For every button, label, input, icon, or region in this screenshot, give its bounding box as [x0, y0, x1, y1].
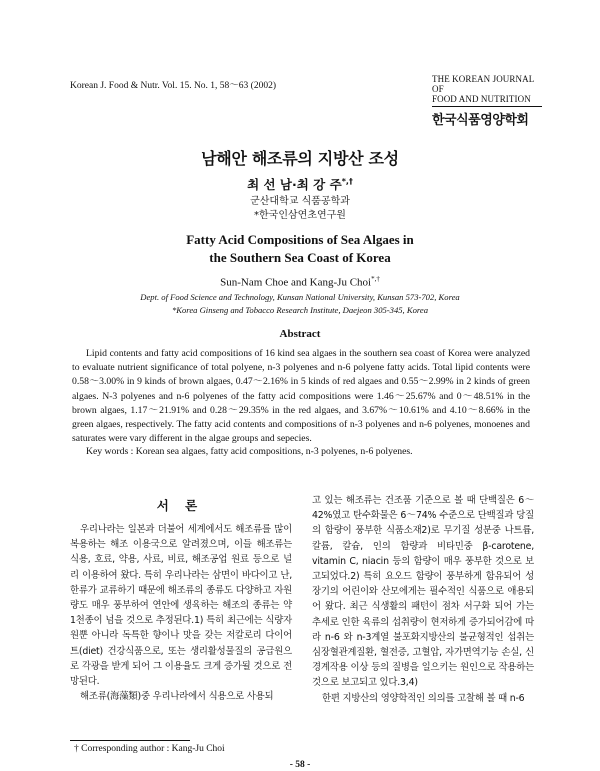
authors-korean-marks: *,† — [341, 176, 353, 186]
journal-name-ko: 한국식품영양학회 — [432, 113, 529, 128]
title-korean: 남해안 해조류의 지방산 조성 — [201, 149, 399, 168]
authors-english — [0, 275, 600, 289]
page-number: - 58 - — [289, 760, 311, 770]
journal-logo — [432, 74, 542, 128]
body-column-right — [312, 493, 534, 706]
title-english-line-2: the Southern Sea Coast of Korea — [209, 250, 391, 265]
affiliation-english-2: *Korea Ginseng and Tobacco Research Institute, Daejeon 305-345, Korea — [171, 305, 429, 315]
authors-korean-names: 최 선 남·최 강 주 — [247, 177, 342, 192]
affiliation-korean-2: *한국인삼연초연구원 — [254, 210, 346, 221]
footnote-rule — [70, 740, 190, 741]
journal-citation: Korean J. Food & Nutr. Vol. 15. No. 1, 58～63 (2002) — [70, 81, 277, 91]
journal-name-en-1: THE KOREAN JOURNAL OF — [432, 74, 534, 94]
body-paragraph: 고 있는 해조류는 건조품 기준으로 볼 때 단백질은 6～42%였고 탄수화물은 6～74% 수준으로 단백질과 당질의 함량이 풍부한 식품소재2)로 무기질 성분중 나트륨, 칼륨, 칼슘, 인의 함량과 비타민중 β-carotene, vitamin C, niacin 등의 함량이 매우 풍부한 것으로 보고되었다.2) 특히 요오드 함량이 풍부하게 함유되어 성장기의 어린이와 산모에게는 필수적인 식품으로 애용되어 왔다. 최근 식생활의 패턴이 점차 서구화 되어 가는 추세로 인한 육류의 섭취량이 현저하게 증가되어감에 따라 n-6 와 n-3계열 불포화지방산의 불균형적인 섭취는 심장혈관계질환, 혈전증, 고혈압, 자가면역기능 손실, 신경계작용 이상 등의 질병을 일으키는 원인으로 작용하는 것으로 보고되고 있다.3,4) — [312, 495, 534, 689]
keywords: Key words : Korean sea algaes, fatty acid compositions, n-3 polyenes, n-6 polyenes. — [86, 446, 413, 457]
authors-english-names: Sun-Nam Choe and Kang-Ju Choi — [220, 276, 372, 289]
journal-name-en-2: FOOD AND NUTRITION — [432, 94, 531, 104]
journal-rule — [432, 106, 542, 107]
footnote-corresponding-author: † Corresponding author : Kang-Ju Choi — [74, 744, 225, 754]
section-heading-introduction: 서 론 — [156, 498, 204, 513]
affiliation-korean-1: 군산대학교 식품공학과 — [250, 196, 350, 207]
abstract-heading: Abstract — [279, 328, 321, 340]
body-paragraph: 우리나라는 일본과 더불어 세계에서도 해조류를 많이 복용하는 해조 이용국으로 알려졌으며, 이들 해조류는 식용, 호료, 약용, 사료, 비료, 해조공업 원료 등으로 널리 이용하여 왔다. 특히 우리나라는 삼면이 바다이고 난, 한류가 교류하기 때문에 해조류의 종류도 다양하고 자원량도 매우 풍부하여 연안에 생육하는 해조의 종류는 약 1천종이 넘을 것으로 추정된다.1) 특히 최근에는 식량자원뿐 아니라 독특한 향이나 맛을 갖는 저칼로리 다이어트(diet) 건강식품으로, 또는 생리활성물질의 공급원으로 각광을 받게 되어 그 이용율도 크게 증가될 것으로 전망된다. — [70, 524, 292, 688]
title-english-line-1: Fatty Acid Compositions of Sea Algaes in — [186, 232, 414, 247]
affiliation-english-1: Dept. of Food Science and Technology, Kunsan National University, Kunsan 573-702, Korea — [140, 292, 460, 302]
body-column-left — [70, 522, 292, 704]
authors-english-marks: *,† — [371, 275, 380, 283]
body-paragraph: 한편 지방산의 영양학적인 의의를 고찰해 볼 때 n-6 — [322, 692, 525, 704]
abstract-text: Lipid contents and fatty acid compositions of 16 kind sea algaes in the southern sea coast of Korea were analyzed to evaluate nutrient significance of total polyene, n-3 polyenes and n-6 polyene fatty acids. Total lipid contents were 0.58～3.00% in 9 kinds of brown algaes, 0.47～2.16% in 5 kinds of red algaes and 0.55～2.99% in 2 kinds of green algaes. N-3 polyenes and n-6 polyenes of the fatty acid compositions were 1.46～25.67% and 0～48.51% in the brown algaes, 1.17～21.91% and 0.28～29.35% in the red algaes, and 3.67%～10.61% and 4.10～8.66% in the green algaes, respectively. The fatty acid contents and compositions of n-3 polyenes and n-6 polyenes, monoenes and saturates were vary different in the algae groups and sepecies. — [72, 348, 530, 445]
body-paragraph: 해조류(海藻類)중 우리나라에서 식용으로 사용되 — [80, 691, 274, 703]
authors-korean — [0, 175, 600, 193]
